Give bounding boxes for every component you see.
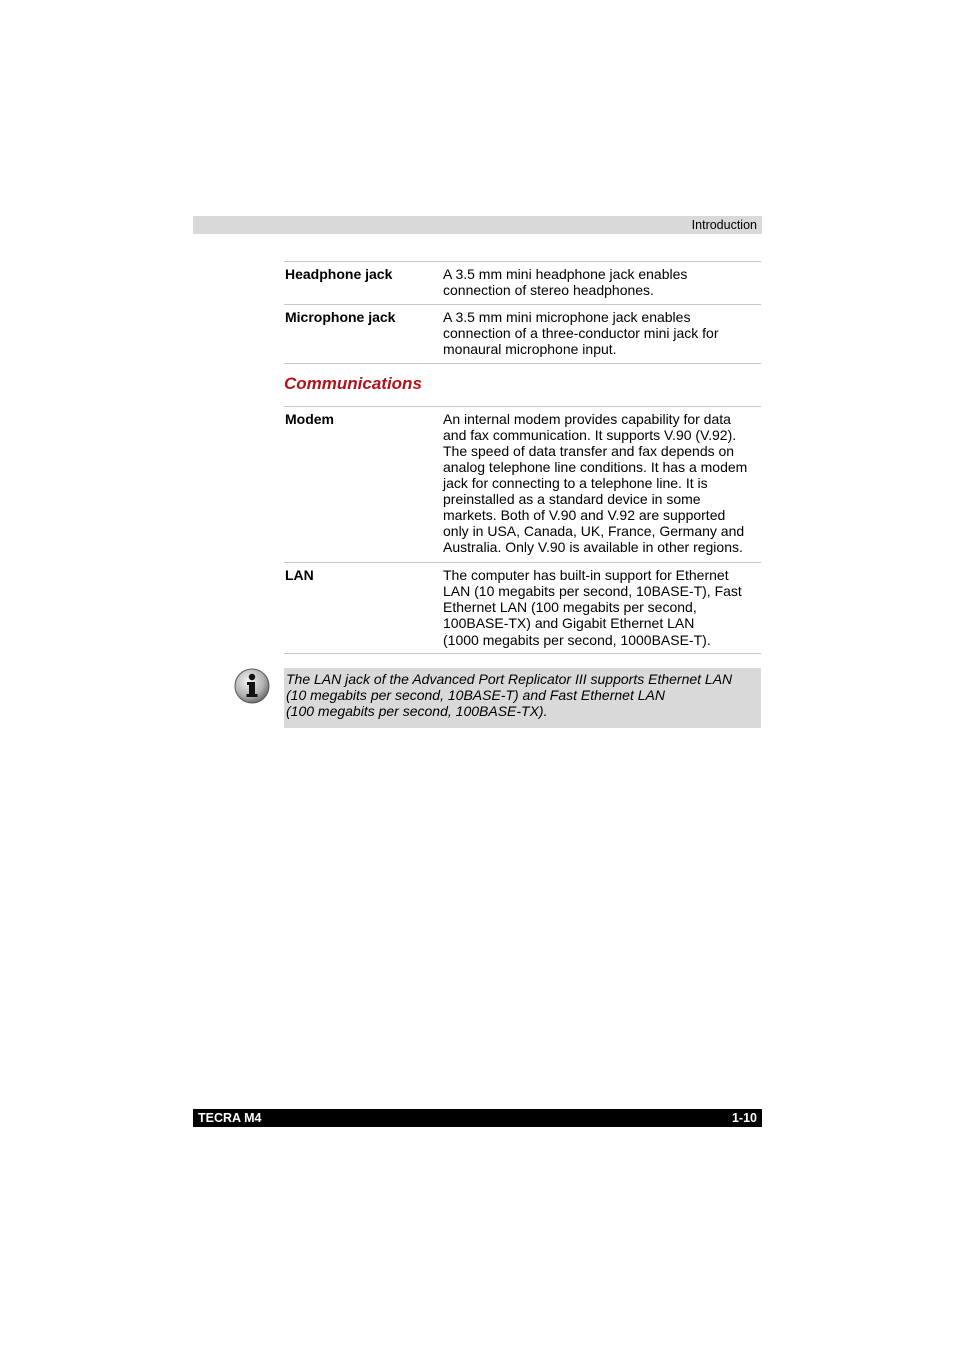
- spec-description: [443, 262, 759, 298]
- spec-row-modem: [284, 406, 761, 562]
- description-line: The computer has built-in support for Ethernet: [443, 567, 729, 583]
- spec-description: [443, 407, 759, 555]
- description-line: A 3.5 mm mini headphone jack enables: [443, 266, 688, 282]
- description-line: analog telephone line conditions. It has a modem: [443, 459, 748, 475]
- description-line: and fax communication. It supports V.90 (V.92).: [443, 427, 737, 443]
- description-line: (1000 megabits per second, 1000BASE-T).: [443, 632, 711, 648]
- footer-model: TECRA M4: [198, 1111, 262, 1125]
- spec-description: [443, 563, 759, 648]
- description-line: monaural microphone input.: [443, 341, 617, 357]
- spec-term: Microphone jack: [285, 309, 396, 325]
- spec-row-headphone: [284, 261, 761, 304]
- spec-table-communications: [284, 406, 761, 654]
- header-section-title: Introduction: [691, 218, 757, 232]
- spec-row-microphone: [284, 304, 761, 364]
- description-line: preinstalled as a standard device in some: [443, 491, 701, 507]
- description-line: 100BASE-TX) and Gigabit Ethernet LAN: [443, 615, 695, 631]
- description-line: A 3.5 mm mini microphone jack enables: [443, 309, 691, 325]
- spec-term: LAN: [285, 567, 314, 583]
- spec-term: Modem: [285, 411, 334, 427]
- note-line: (10 megabits per second, 10BASE-T) and Fast Ethernet LAN: [286, 687, 665, 703]
- description-line: connection of stereo headphones.: [443, 282, 654, 298]
- spec-description: [443, 305, 759, 357]
- spec-term: Headphone jack: [285, 266, 393, 282]
- note-box: [284, 668, 761, 728]
- note-line: (100 megabits per second, 100BASE-TX).: [286, 703, 548, 719]
- info-icon: [234, 668, 270, 704]
- description-line: jack for connecting to a telephone line. It is: [443, 475, 708, 491]
- spec-row-lan: [284, 562, 761, 654]
- description-line: connection of a three-conductor mini jack for: [443, 325, 719, 341]
- description-line: LAN (10 megabits per second, 10BASE-T), Fast: [443, 583, 742, 599]
- running-footer: [193, 1109, 762, 1127]
- description-line: Ethernet LAN (100 megabits per second,: [443, 599, 697, 615]
- note-text: [286, 671, 756, 719]
- description-line: markets. Both of V.90 and V.92 are supported: [443, 507, 726, 523]
- description-line: Australia. Only V.90 is available in other regions.: [443, 539, 743, 555]
- running-header: [193, 216, 762, 234]
- section-heading: Communications: [284, 374, 422, 393]
- description-line: only in USA, Canada, UK, France, Germany and: [443, 523, 745, 539]
- description-line: An internal modem provides capability for data: [443, 411, 731, 427]
- spec-table-audio: [284, 261, 761, 364]
- footer-page-number: 1-10: [731, 1111, 757, 1125]
- description-line: The speed of data transfer and fax depends on: [443, 443, 735, 459]
- note-line: The LAN jack of the Advanced Port Replicator III supports Ethernet LAN: [286, 671, 733, 687]
